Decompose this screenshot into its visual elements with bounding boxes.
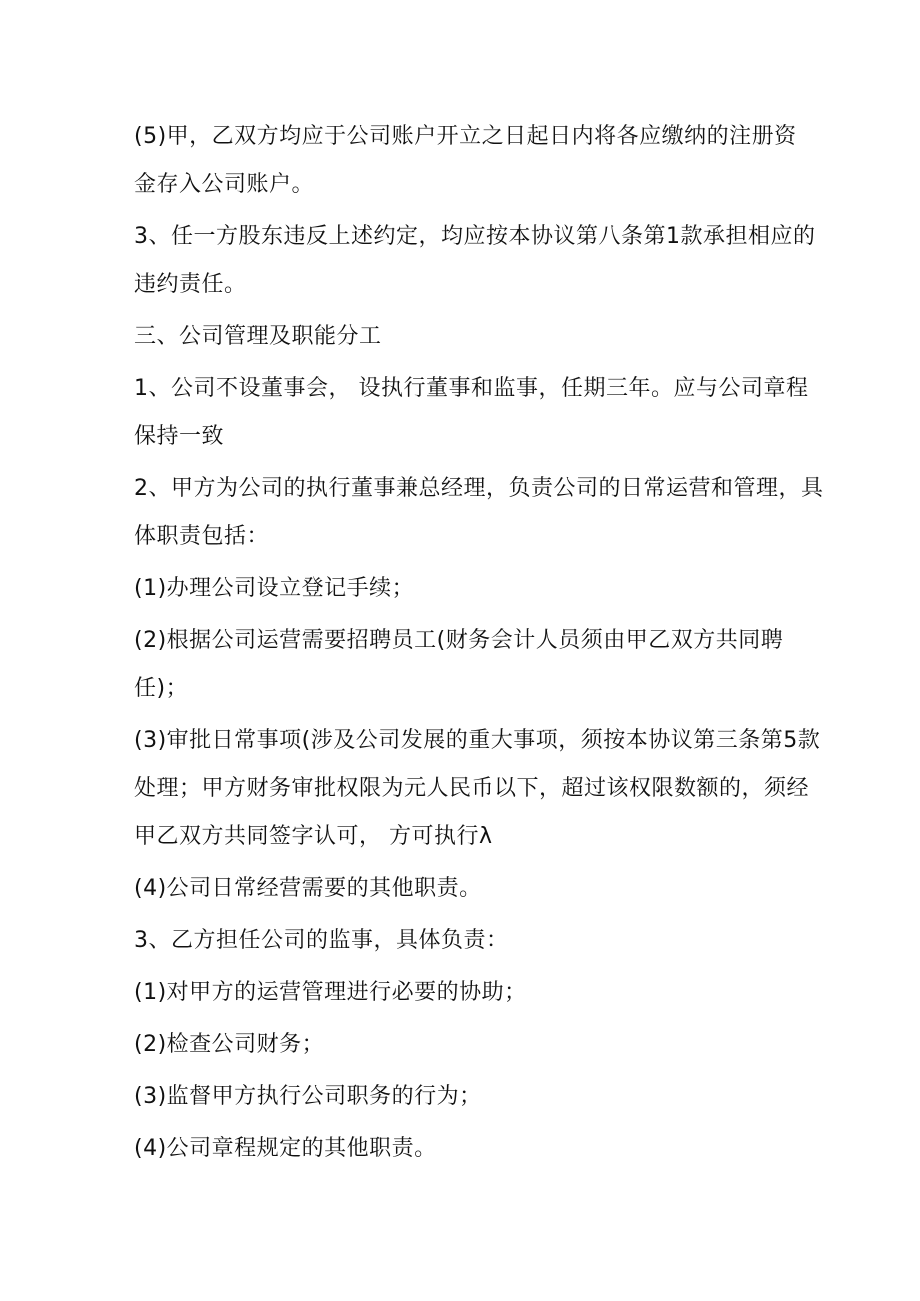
text-line: (1)对甲方的运营管理进行必要的协助； (134, 980, 527, 1005)
text-line: 保持一致 (134, 424, 225, 449)
text-line: 处理；甲方财务审批权限为元人民币以下，超过该权限数额的，须经 (134, 776, 810, 801)
text-line: 金存入公司账户。 (134, 172, 315, 197)
text-line: 甲乙双方共同签字认可， 方可执行λ (134, 824, 493, 849)
text-line: (5)甲，乙双方均应于公司账户开立之日起日内将各应缴纳的注册资 (134, 124, 797, 149)
text-line: (1)办理公司设立登记手续； (134, 576, 415, 601)
text-line: 体职责包括： (134, 524, 270, 549)
text-line: (2)根据公司运营需要招聘员工(财务会计人员须由甲乙双方共同聘 (134, 628, 784, 653)
text-line: 3、乙方担任公司的监事，具体负责： (134, 928, 509, 953)
document-body (134, 113, 824, 1173)
text-line: (3)监督甲方执行公司职务的行为； (134, 1084, 482, 1109)
text-line: 1、公司不设董事会， 设执行董事和监事，任期三年。应与公司章程 (134, 376, 809, 401)
text-line: (4)公司日常经营需要的其他职责。 (134, 876, 482, 901)
text-line: 违约责任。 (134, 272, 247, 297)
text-line: 2、甲方为公司的执行董事兼总经理，负责公司的日常运营和管理，具 (134, 476, 824, 501)
text-line: 任)； (134, 676, 189, 701)
text-line: 3、任一方股东违反上述约定，均应按本协议第八条第1款承担相应的 (134, 224, 816, 249)
text-line: (4)公司章程规定的其他职责。 (134, 1136, 437, 1161)
text-line: (2)检查公司财务； (134, 1032, 325, 1057)
section-heading: 三、公司管理及职能分工 (134, 324, 382, 349)
text-line: (3)审批日常事项(涉及公司发展的重大事项，须按本协议第三条第5款 (134, 728, 821, 753)
